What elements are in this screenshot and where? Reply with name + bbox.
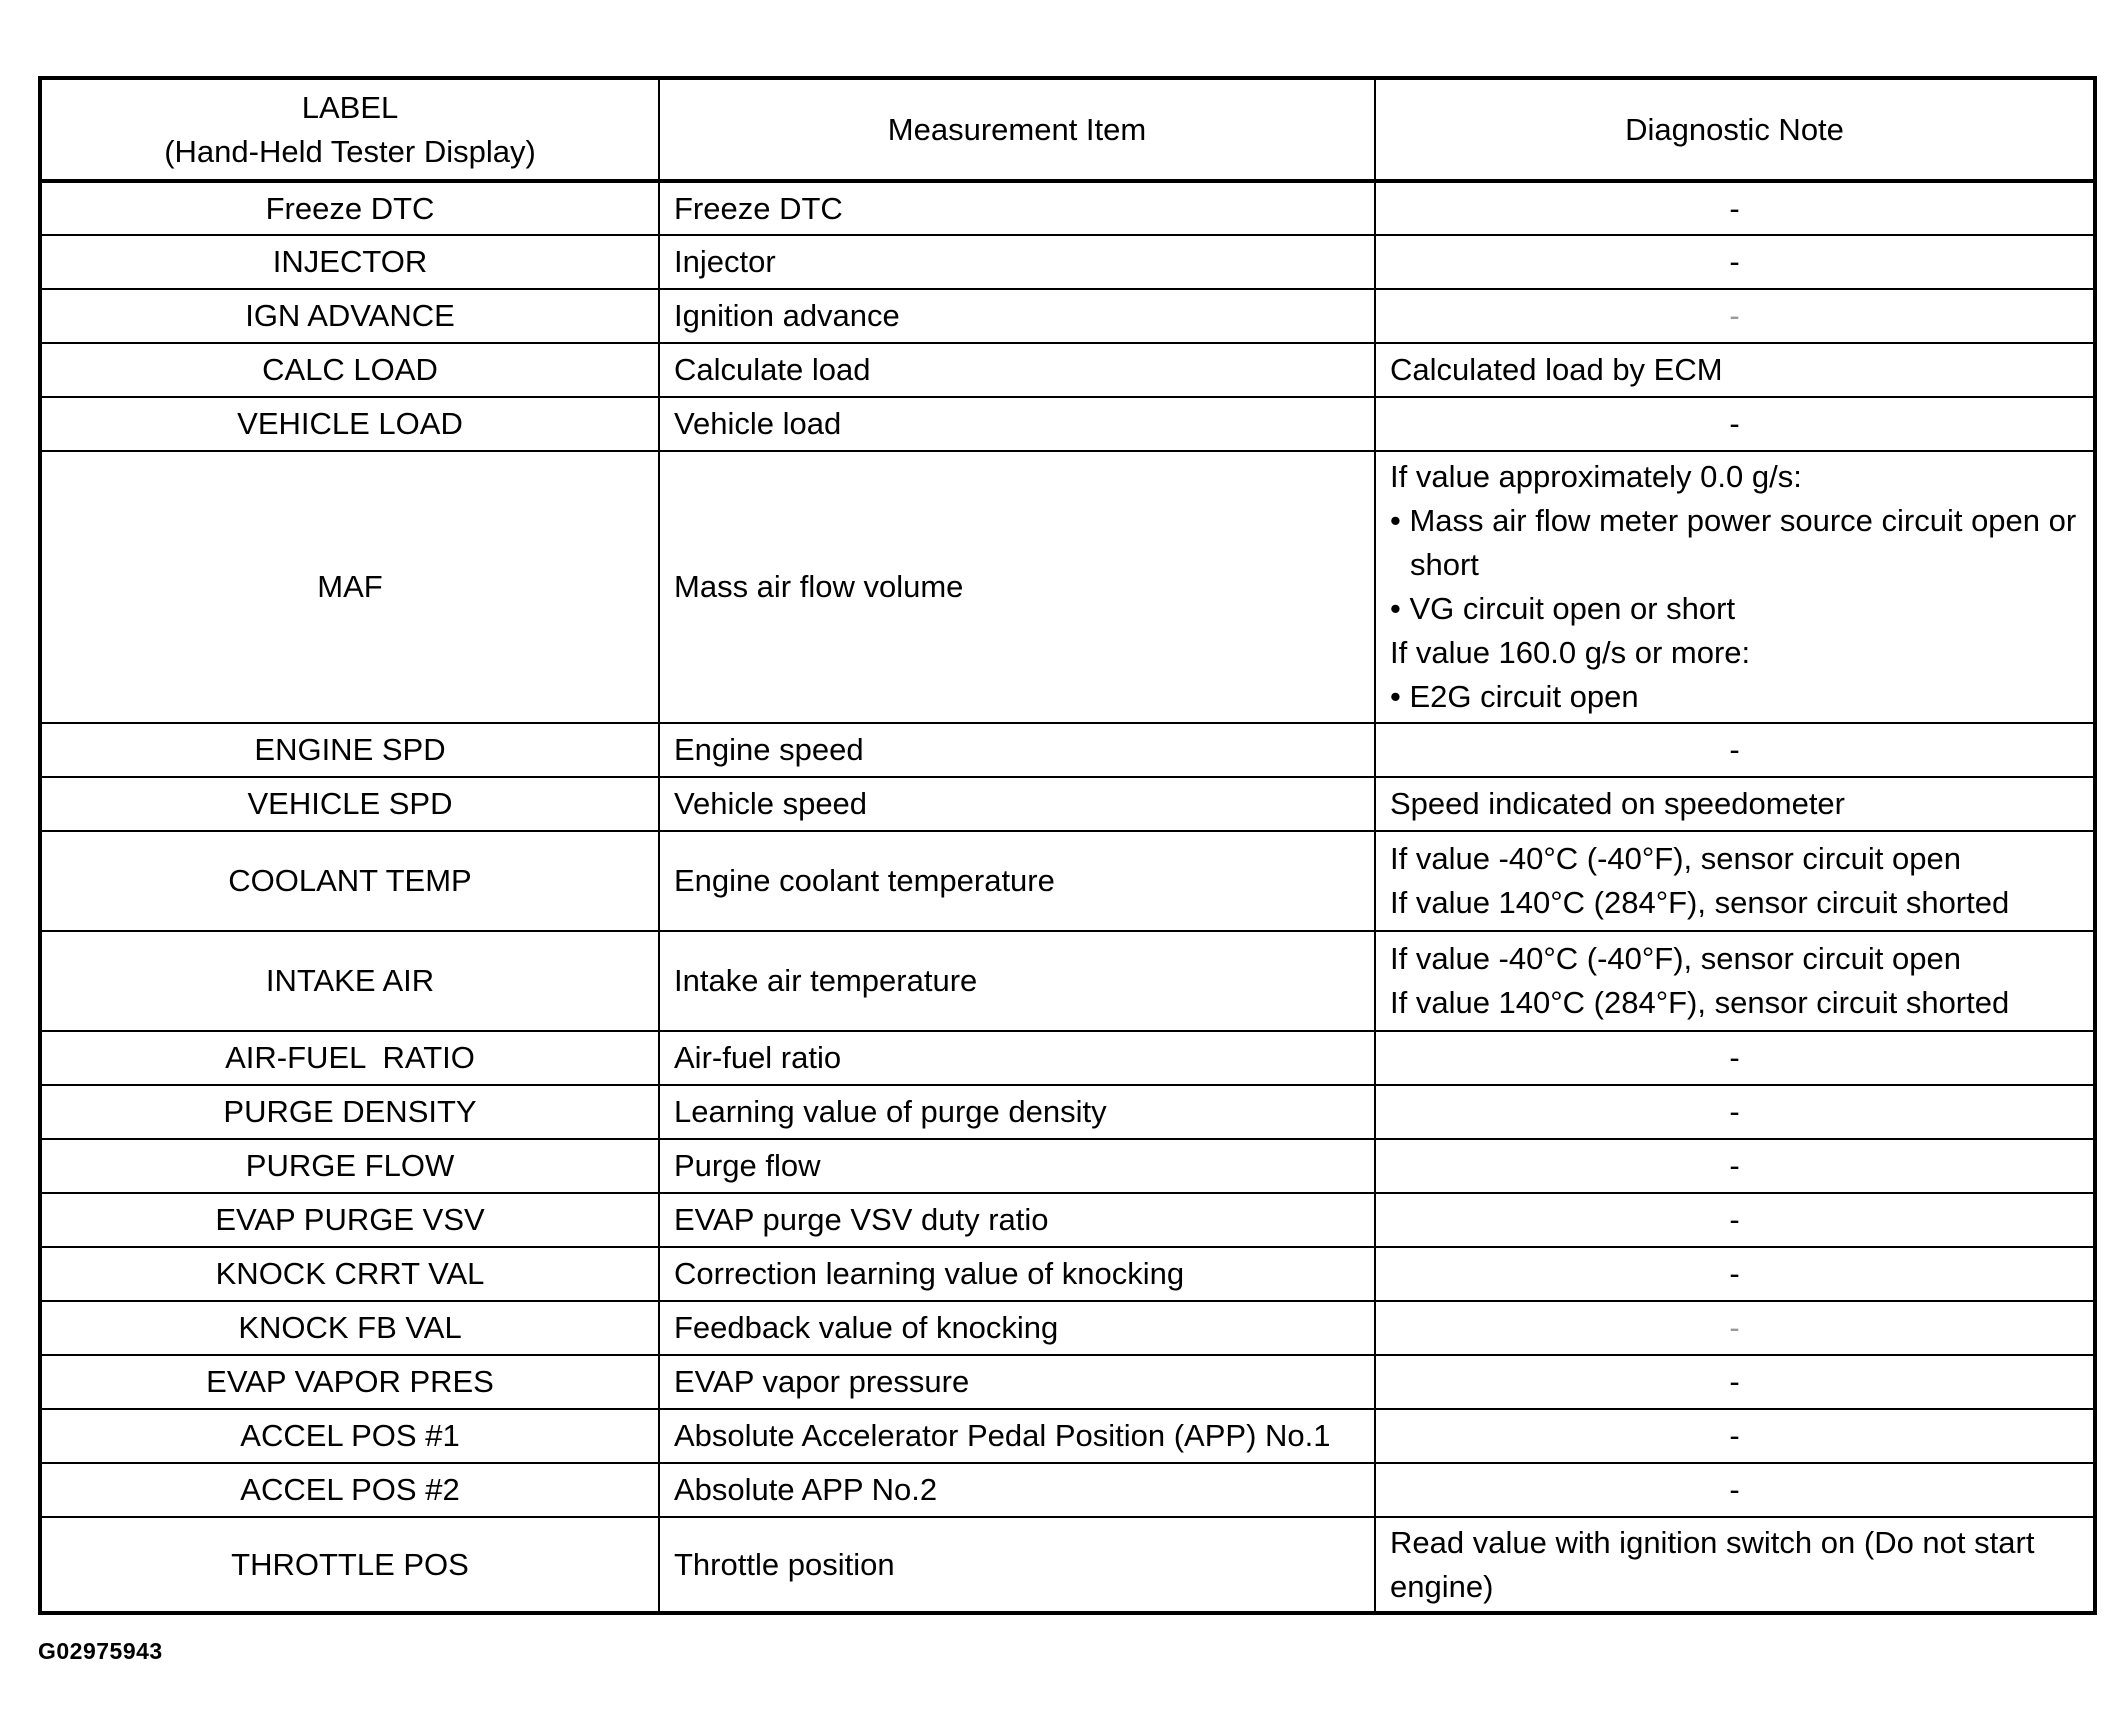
note-line: If value 140°C (284°F), sensor circuit shorted <box>1390 985 2010 1020</box>
table-row <box>40 1085 2095 1139</box>
row-measurement-item: Calculate load <box>659 343 1375 397</box>
table-row <box>40 397 2095 451</box>
row-label: VEHICLE LOAD <box>40 397 659 451</box>
table-row <box>40 235 2095 289</box>
row-label: MAF <box>40 451 659 723</box>
note-bullet: • Mass air flow meter power source circuit open or short <box>1390 503 2077 582</box>
row-measurement-item: Mass air flow volume <box>659 451 1375 723</box>
row-diagnostic-note: - <box>1375 1139 2095 1193</box>
row-diagnostic-note <box>1375 831 2095 931</box>
row-diagnostic-note: - <box>1375 1085 2095 1139</box>
row-diagnostic-note <box>1375 931 2095 1031</box>
row-measurement-item: Absolute APP No.2 <box>659 1463 1375 1517</box>
row-label: ENGINE SPD <box>40 723 659 777</box>
row-label: INJECTOR <box>40 235 659 289</box>
row-measurement-item: Injector <box>659 235 1375 289</box>
row-diagnostic-note: - <box>1375 723 2095 777</box>
row-measurement-item: Throttle position <box>659 1517 1375 1613</box>
row-diagnostic-note: - <box>1375 289 2095 343</box>
row-label: INTAKE AIR <box>40 931 659 1031</box>
note-bullet: • VG circuit open or short <box>1390 591 1736 626</box>
row-label: KNOCK FB VAL <box>40 1301 659 1355</box>
table-row <box>40 1193 2095 1247</box>
row-measurement-item: Feedback value of knocking <box>659 1301 1375 1355</box>
note-bullet: • E2G circuit open <box>1390 679 1639 714</box>
note-line: If value 160.0 g/s or more: <box>1390 635 1751 670</box>
table-row <box>40 1301 2095 1355</box>
row-diagnostic-note: - <box>1375 397 2095 451</box>
table-row <box>40 723 2095 777</box>
table-row <box>40 181 2095 235</box>
row-diagnostic-note: - <box>1375 1247 2095 1301</box>
row-label: EVAP PURGE VSV <box>40 1193 659 1247</box>
row-diagnostic-note: - <box>1375 1409 2095 1463</box>
row-label: PURGE DENSITY <box>40 1085 659 1139</box>
row-label: ACCEL POS #2 <box>40 1463 659 1517</box>
row-diagnostic-note: Speed indicated on speedometer <box>1375 777 2095 831</box>
row-measurement-item: EVAP purge VSV duty ratio <box>659 1193 1375 1247</box>
row-label: COOLANT TEMP <box>40 831 659 931</box>
row-label: EVAP VAPOR PRES <box>40 1355 659 1409</box>
row-label: KNOCK CRRT VAL <box>40 1247 659 1301</box>
table-row <box>40 451 2095 723</box>
row-measurement-item: Vehicle speed <box>659 777 1375 831</box>
table-row <box>40 1031 2095 1085</box>
header-measurement-item: Measurement Item <box>659 78 1375 181</box>
row-diagnostic-note: - <box>1375 1193 2095 1247</box>
table-row <box>40 343 2095 397</box>
row-measurement-item: Intake air temperature <box>659 931 1375 1031</box>
row-measurement-item: Learning value of purge density <box>659 1085 1375 1139</box>
row-measurement-item: Purge flow <box>659 1139 1375 1193</box>
row-diagnostic-note <box>1375 451 2095 723</box>
note-line: If value approximately 0.0 g/s: <box>1390 459 1802 494</box>
row-label: AIR-FUEL RATIO <box>40 1031 659 1085</box>
table-row <box>40 1355 2095 1409</box>
row-diagnostic-note: - <box>1375 1355 2095 1409</box>
row-label: CALC LOAD <box>40 343 659 397</box>
row-label: Freeze DTC <box>40 181 659 235</box>
row-measurement-item: Engine speed <box>659 723 1375 777</box>
row-diagnostic-note: - <box>1375 1301 2095 1355</box>
row-label: THROTTLE POS <box>40 1517 659 1613</box>
row-measurement-item: Air-fuel ratio <box>659 1031 1375 1085</box>
table-header-row <box>40 78 2095 181</box>
header-label-line1: LABEL <box>301 89 399 125</box>
row-label: VEHICLE SPD <box>40 777 659 831</box>
table-row <box>40 1463 2095 1517</box>
note-line: If value 140°C (284°F), sensor circuit shorted <box>1390 885 2010 920</box>
table-row <box>40 931 2095 1031</box>
note-line: If value -40°C (-40°F), sensor circuit open <box>1390 841 1961 876</box>
row-diagnostic-note: - <box>1375 1031 2095 1085</box>
table-row <box>40 1409 2095 1463</box>
table-row <box>40 1247 2095 1301</box>
row-measurement-item: EVAP vapor pressure <box>659 1355 1375 1409</box>
row-label: IGN ADVANCE <box>40 289 659 343</box>
header-diagnostic-note: Diagnostic Note <box>1375 78 2095 181</box>
row-measurement-item: Vehicle load <box>659 397 1375 451</box>
table-row <box>40 1517 2095 1613</box>
row-diagnostic-note: Read value with ignition switch on (Do not start engine) <box>1375 1517 2095 1613</box>
diagnostic-data-table <box>38 76 2097 1615</box>
row-diagnostic-note: Calculated load by ECM <box>1375 343 2095 397</box>
row-measurement-item: Absolute Accelerator Pedal Position (APP) No.1 <box>659 1409 1375 1463</box>
header-label-line2: (Hand-Held Tester Display) <box>164 133 536 169</box>
row-diagnostic-note: - <box>1375 181 2095 235</box>
figure-id: G02975943 <box>38 1638 163 1664</box>
row-measurement-item: Ignition advance <box>659 289 1375 343</box>
header-label <box>40 78 659 181</box>
row-measurement-item: Correction learning value of knocking <box>659 1247 1375 1301</box>
table-row <box>40 831 2095 931</box>
row-label: ACCEL POS #1 <box>40 1409 659 1463</box>
table-row <box>40 289 2095 343</box>
row-measurement-item: Engine coolant temperature <box>659 831 1375 931</box>
table-row <box>40 777 2095 831</box>
row-measurement-item: Freeze DTC <box>659 181 1375 235</box>
row-diagnostic-note: - <box>1375 235 2095 289</box>
note-line: If value -40°C (-40°F), sensor circuit open <box>1390 941 1961 976</box>
row-diagnostic-note: - <box>1375 1463 2095 1517</box>
table-row <box>40 1139 2095 1193</box>
row-label: PURGE FLOW <box>40 1139 659 1193</box>
